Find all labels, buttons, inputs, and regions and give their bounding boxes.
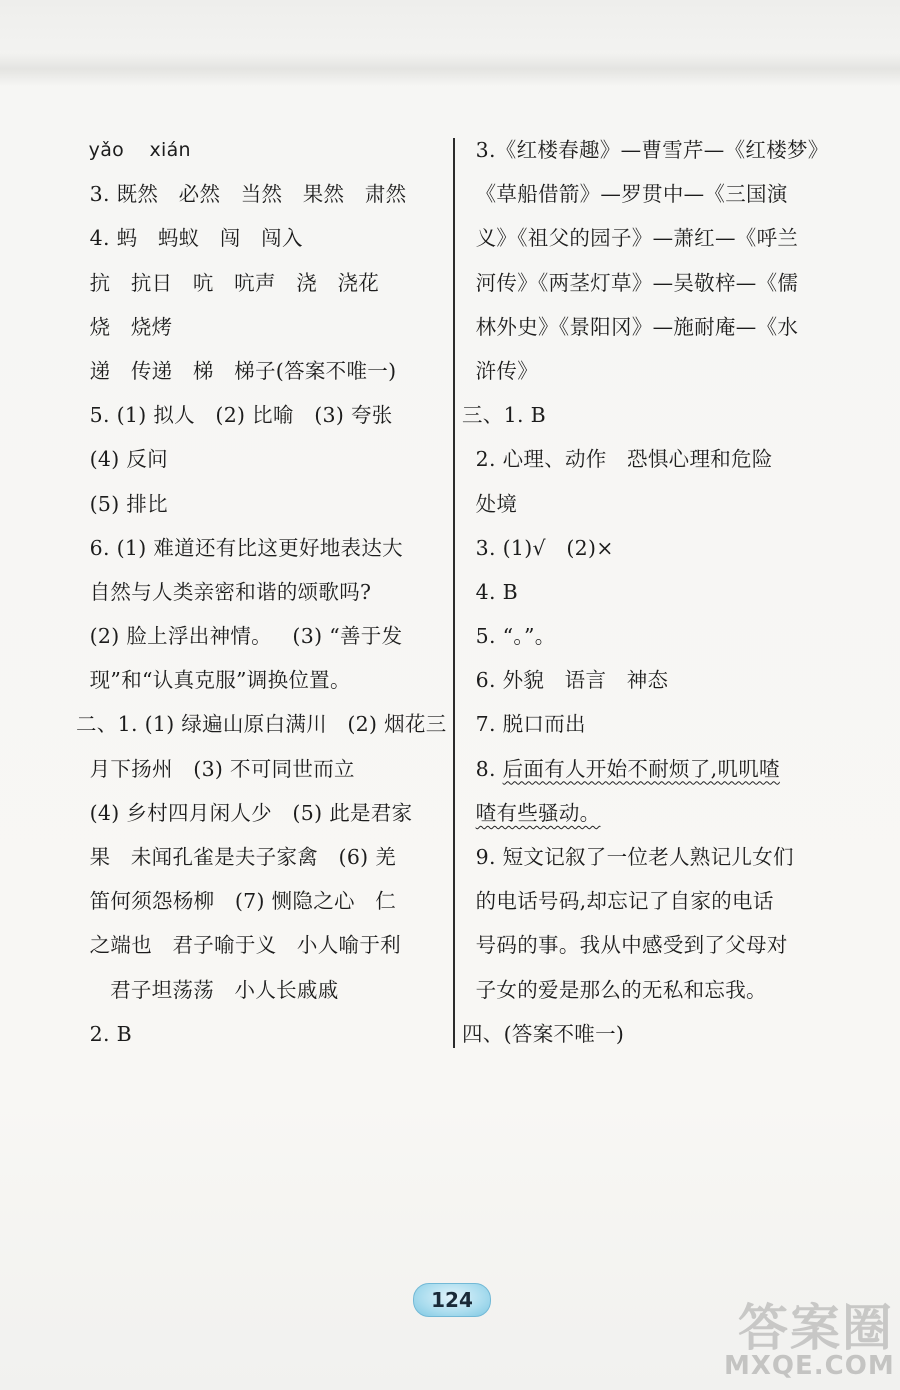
right-column-line: 9. 短文记叙了一位老人熟记儿女们 [462,845,794,869]
left-column-line: 月下扬州 (3) 不可同世而立 [76,756,355,781]
left-answer-column [76,128,448,1056]
right-column-line: 河传》《两茎灯草》—吴敬梓—《儒 [462,270,799,295]
left-column-line: 5. (1) 拟人 (2) 比喻 (3) 夸张 [76,403,393,428]
wavy-underlined-text: 喳有些骚动。 [475,800,601,825]
column-divider [453,138,455,1048]
left-column-line: 烧 烧烤 [76,314,173,339]
right-column-line: 《草船借箭》—罗贯中—《三国演 [462,182,788,207]
right-column-line: 三、1. B [462,403,546,428]
right-column-line: 5. “。”。 [462,624,556,649]
left-column-line: (4) 乡村四月闲人少 (5) 此是君家 [76,800,413,825]
left-column-line: 果 未闻孔雀是夫子家禽 (6) 羌 [76,845,397,869]
wavy-underlined-text: 后面有人开始不耐烦了,叽叽喳 [502,756,780,781]
right-column-line: 浒传》 [462,358,539,383]
left-column-line: 2. B [76,1021,132,1046]
left-column-line: 6. (1) 难道还有比这更好地表达大 [76,535,403,560]
right-column-line: 6. 外貌 语言 神态 [462,668,669,693]
left-column-line: (5) 排比 [76,491,168,516]
right-column-line: 3. (1)√ (2)× [462,535,614,560]
left-column-line: 笛何须怨杨柳 (7) 恻隐之心 仁 [76,889,397,914]
right-column-line: 3.《红楼春趣》—曹雪芹—《红楼梦》 [462,138,829,162]
left-column-line: (4) 反问 [76,447,168,472]
right-column-line: 林外史》《景阳冈》—施耐庵—《水 [462,314,799,339]
right-column-line: 号码的事。我从中感受到了父母对 [462,933,788,958]
left-column-line: 抗 抗日 吭 吭声 浇 浇花 [76,270,380,295]
left-column-line: 递 传递 梯 梯子(答案不唯一) [76,358,397,383]
line-text: 8. [462,756,503,781]
right-column-line [462,791,842,835]
right-answer-column [462,128,842,1056]
left-column-line: 二、1. (1) 绿遍山原白满川 (2) 烟花三 [76,712,447,737]
right-column-line [462,747,842,791]
right-column-line: 的电话号码,却忘记了自家的电话 [462,889,774,914]
right-column-line: 子女的爱是那么的无私和忘我。 [462,977,767,1002]
left-column-line: 3. 既然 必然 当然 果然 肃然 [76,182,407,207]
left-column-line: 自然与人类亲密和谐的颂歌吗? [76,579,372,604]
page-number: 124 [413,1283,491,1317]
watermark-logo: 答案圈 [738,1299,894,1357]
left-column-line: 现”和“认真克服”调换位置。 [76,668,351,693]
left-column-line: (2) 脸上浮出神情。 (3) “善于发 [76,624,403,649]
right-column-line: 2. 心理、动作 恐惧心理和危险 [462,447,773,472]
line-text [462,801,476,825]
right-column-line: 7. 脱口而出 [462,712,586,737]
right-column-line: 4. B [462,579,518,604]
watermark-url: MXQE.COM [724,1351,895,1381]
left-column-line: 之端也 君子喻于义 小人喻于利 [76,933,401,958]
right-column-line: 义》《祖父的园子》—萧红—《呼兰 [462,226,799,251]
left-column-line: yǎo xián [76,139,191,161]
right-column-line: 四、(答案不唯一) [462,1021,625,1046]
right-column-line: 处境 [462,491,518,516]
scan-shadow-band [0,52,900,86]
left-column-line: 4. 蚂 蚂蚁 闯 闯入 [76,226,303,251]
left-column-line: 君子坦荡荡 小人长戚戚 [76,977,339,1002]
